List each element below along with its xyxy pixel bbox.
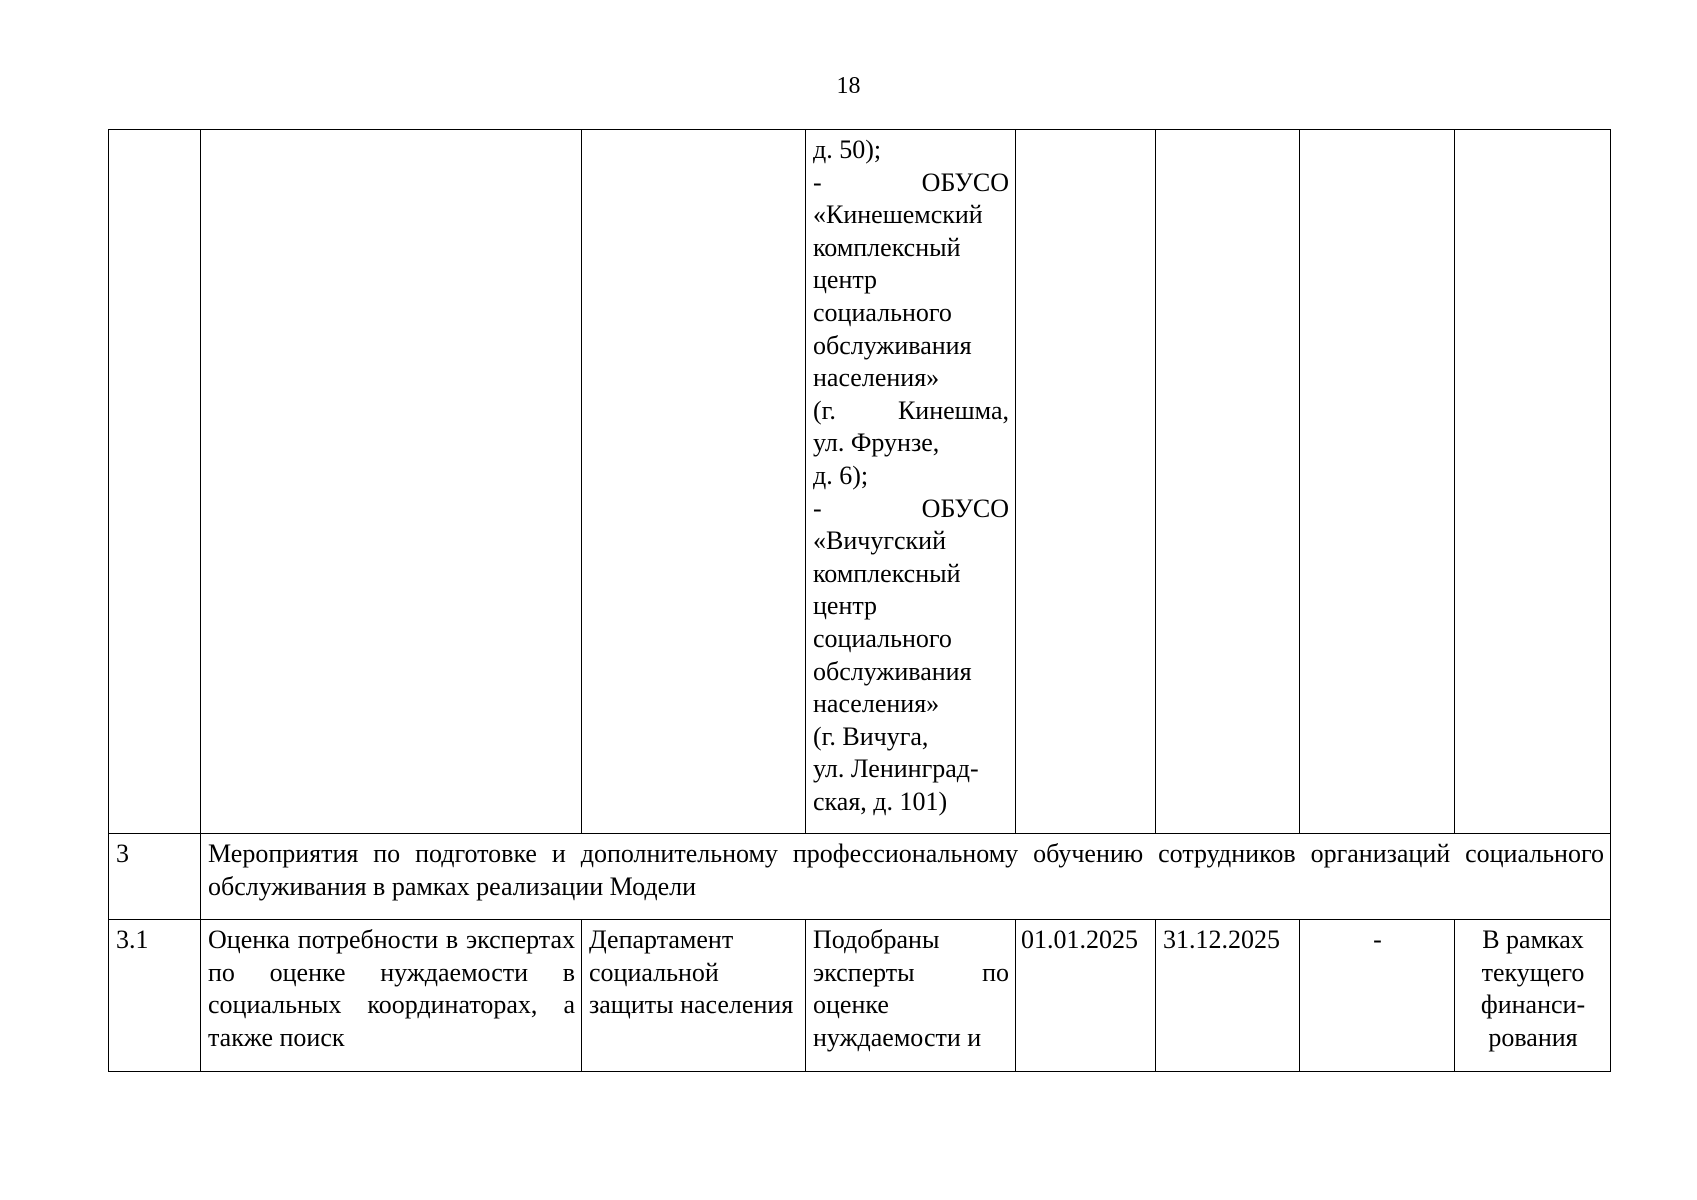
cell-executor bbox=[582, 130, 806, 834]
result-line: ул. Фрунзе, bbox=[813, 428, 940, 458]
table-row-continuation bbox=[109, 130, 1611, 834]
result-line: д. 6); bbox=[813, 460, 869, 490]
cell-number bbox=[109, 130, 201, 834]
result-line: ул. Ленинград- bbox=[813, 754, 979, 784]
row-number: 3.1 bbox=[109, 920, 201, 1072]
page-number: 18 bbox=[836, 73, 861, 99]
result-line: центр bbox=[813, 591, 878, 621]
result-line: «Вичугский bbox=[813, 526, 946, 556]
table-row-section-3 bbox=[109, 834, 1611, 920]
cell-end-date bbox=[1156, 130, 1300, 834]
result-line: - ОБУСО bbox=[813, 167, 1009, 197]
table-row-3-1 bbox=[109, 920, 1611, 1072]
cell-cost bbox=[1300, 130, 1455, 834]
start-date: 01.01.2025 bbox=[1016, 920, 1156, 1072]
executor: Департамент социальной защиты населения bbox=[582, 920, 806, 1072]
result-line: ская, д. 101) bbox=[813, 786, 948, 816]
result-line: д. 50); bbox=[813, 135, 882, 164]
result-line: обслуживания bbox=[813, 330, 972, 360]
section-number: 3 bbox=[109, 834, 201, 920]
result-line: населения» bbox=[813, 363, 940, 393]
cell-event bbox=[201, 130, 582, 834]
result-line: социального bbox=[813, 623, 952, 653]
result-line: - ОБУСО bbox=[813, 493, 1009, 523]
result-line: комплексный bbox=[813, 558, 961, 588]
result-line: социального bbox=[813, 297, 952, 327]
activities-table bbox=[108, 129, 1611, 1072]
cell-start-date bbox=[1016, 130, 1156, 834]
cell-result bbox=[806, 130, 1016, 834]
cost: - bbox=[1300, 920, 1455, 1072]
funding-source: В рамках текущего финанси-рования bbox=[1455, 920, 1611, 1072]
result-line: (г. Кинешма, bbox=[813, 395, 1009, 425]
result-line: комплексный bbox=[813, 232, 961, 262]
event-description: Оценка потребности в экспертах по оценке нуждаемости в социальных координаторах, а также поиск bbox=[201, 920, 582, 1072]
result-line: центр bbox=[813, 265, 878, 295]
section-title: Мероприятия по подготовке и дополнительному профессиональному обучению сотрудников организаций социального обслуживания в рамках реализации Модели bbox=[201, 834, 1611, 920]
end-date: 31.12.2025 bbox=[1156, 920, 1300, 1072]
cell-funding bbox=[1455, 130, 1611, 834]
result-line: (г. Вичуга, bbox=[813, 721, 929, 751]
result-line: населения» bbox=[813, 689, 940, 719]
result-line: обслуживания bbox=[813, 656, 972, 686]
result-line: «Кинешемский bbox=[813, 200, 983, 230]
expected-result: Подобраны эксперты по оценке нуждаемости и bbox=[806, 920, 1016, 1072]
